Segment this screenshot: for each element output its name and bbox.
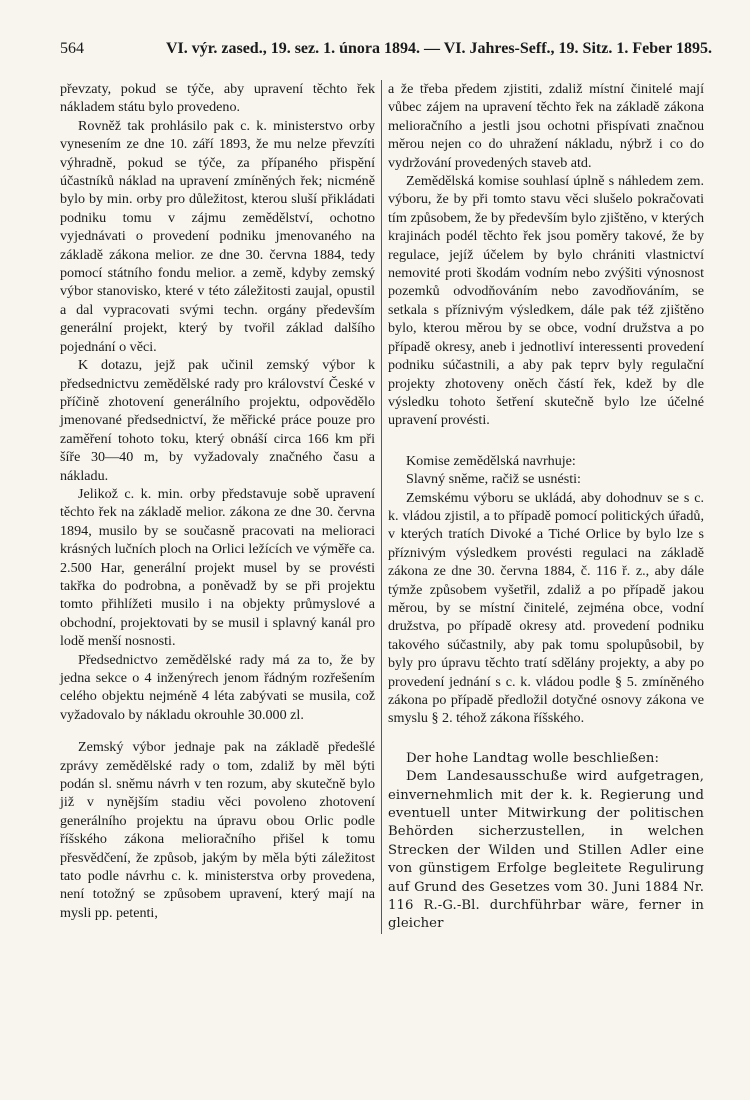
page-header <box>60 40 712 58</box>
running-title: VI. výr. zased., 19. sez. 1. února 1894. — VI. Jahres-Seff., 19. Sitz. 1. Feber 1895. <box>165 40 712 57</box>
motion-text: Zemskému výboru se ukládá, aby dohodnuv se s c. k. vládou zjistil, a to případě pomocí politických úřadů, v kterých tratích Divoké a Tiché Orlice by bylo lze s příznivým výsledkem provésti regulaci na základě zákona ze dne 30. června 1884, č. 116 ř. z., aby dále týmže způsobem vyšetřil, zdaliž a po případě jakou měrou, by se místní činitelé, zejména obce, vodní družstva, po případě okresy atd. provedení podniku takového súčastnily, aby pak tomu spolupůsobil, by byly pro úpravu těchto tratí sdělány projekty, a aby po provedení jednání s c. k. vládou podle § 5. zmíněného zákona po případě předložil dotyčné osnovy zákona ve smyslu § 2. téhož zákona říšského. <box>388 489 704 727</box>
paragraph: Zemědělská komise souhlasí úplně s náhledem zem. výboru, že by při tomto stavu věci slušelo pokračovati tím způsobem, že by především bylo zjištěno, v kterých krajinách podél těchto řek jsou poměry takové, že by regulace, jejíž účelem by bylo chrániti vlastnictví nemovité proti škodám vodním nebo zvýšiti výnosnost pozemků odvodňováním nebo zavodňováním, se setkala s příznivým výsledkem, dále pak též zjištěno bylo, kterou měrou by se obce, vodní družstva a po případě okresy, aneb i jednotliví interessenti provedení podniku súčastnili, a aby pak teprv byly regulační projekty zhotoveny oněch částí řek, kdež by dle výsledku tohoto šetření skutečně bylo lze účelné upravení provésti. <box>388 173 704 429</box>
paragraph: K dotazu, jejž pak učinil zemský výbor k předsednictvu zemědělské rady pro království České v příčině zhotovení generálního projektu, odpovědělo jmenované předsednictví, že měřické práce pouze pro zaměření tohoto toku, který obnáší circa 166 km při šíře 30—40 m, by vyžadovaly značného času a nákladu. <box>60 357 375 484</box>
paragraph: Zemský výbor jednaje pak na základě předešlé zprávy zemědělské rady o tom, zdaliž by měl býti podán sl. sněmu návrh v ten rozum, aby skutečně bylo již v nynějším stadiu věci povoleno zhotovení generálního projektu na úpravu obou Orlic podle říšského zákona melioračního přišel k tomu přesvědčení, že způsob, jakým by měla býti záležitost tato podle návrhu c. k. ministerstva orby provedena, není totožný se způsobem upravení, který mají na mysli pp. petenti, <box>60 739 375 921</box>
paragraph: převzaty, pokud se týče, aby upravení těchto řek nákladem státu bylo provedeno. <box>60 81 375 116</box>
paragraph: a že třeba předem zjistiti, zdaliž místní činitelé mají vůbec zájem na upravení těchto řek na základě zákona melioračního a jestli jsou ochotni přispívati značnou měrou nejen co do uhražení nákladu, nýbrž i co do vydržování provedených staveb atd. <box>388 81 704 171</box>
paragraph: Předsednictvo zemědělské rady má za to, že by jedna sekce o 4 inženýrech jenom řádným rozřešením celého objektu nejméně 4 léta zabývati se musila, což vyžadovalo by nákladu okrouhle 30.000 zl. <box>60 651 375 723</box>
german-heading: Der hohe Landtag wolle beschließen: <box>406 750 659 766</box>
left-column <box>60 80 382 934</box>
paragraph: Jelikož c. k. min. orby představuje sobě upravení těchto řek na základě melior. zákona ze dne 30. června 1894, musilo by se současně pracovati na melioraci krásných lučních ploch na Orlici ležících ve výměře ca. 2.500 Har, generální projekt musel by se provésti takřka do podrobna, a poněvadž by se při projektu tomto přihlížeti musilo i na objekty průmyslové a obchodní, projektovati by se musil i splavný kanál pro lodě menší nosnosti. <box>60 485 375 650</box>
paragraph: Rovněž tak prohlásilo pak c. k. ministerstvo orby vynesením ze dne 10. září 1893, že mu nelze převzíti výhradně, pokud se týče, za přípaného přispění účastníků náklad na upravení zmíněných řek; nicméně bylo by min. orby pro důležitost, kterou sluší přikládati podniku tomu v zájmu zemědělství, ochotno vyjednávati o provedení podniku jmenovaného na základě zákona melior. ze dne 30. června 1884, tedy pomocí státního fondu melior. a země, kdyby zemský výbor stanovisko, které v této záležitosti zaujal, opustil a dal vypracovati svými techn. orgány především generální projekt, který by tvořil základ dalšího pojednání o věci. <box>60 117 375 355</box>
motion-heading: Komise zemědělská navrhuje: <box>406 452 576 469</box>
motion-address: Slavný sněme, račiž se usnésti: <box>406 471 581 488</box>
german-motion-text: Dem Landesausschuße wird aufgetragen, einvernehmlich mit der k. k. Regierung und eventuell unter Mitwirkung der politischen Behörden sicherzustellen, in welchen Strecken der Wilden und Stillen Adler eine von günstigem Erfolge begleitete Regulirung auf Grund des Gesetzes vom 30. Juni 1884 Nr. 116 R.-G.-Bl. durchführbar wäre, ferner in gleicher <box>388 769 704 932</box>
right-column <box>382 80 704 934</box>
page-number: 564 <box>60 40 84 57</box>
text-columns <box>60 80 712 934</box>
